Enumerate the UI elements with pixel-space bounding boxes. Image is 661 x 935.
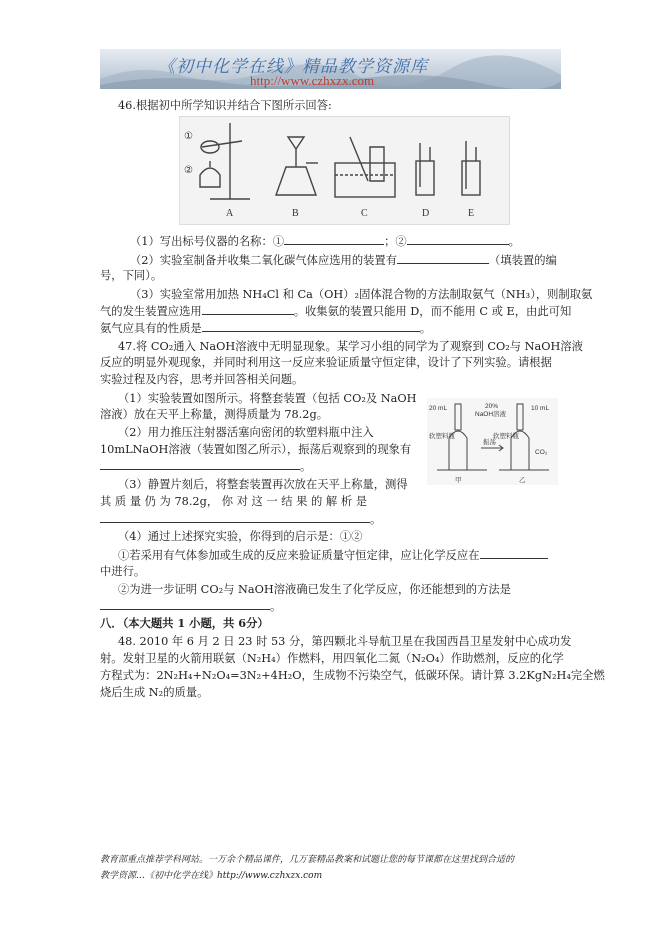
answer-blank-2[interactable] — [407, 233, 509, 245]
q47-l15: ②为进一步证明 CO₂与 NaOH溶液确已发生了化学反应，你还能想到的方法是 — [118, 583, 511, 596]
q47-l3: 实验过程及内容，思考并回答相关问题。 — [100, 373, 304, 386]
q47-l2: 反应的明显外观现象，并同时利用这一反应来验证质量守恒定律，设计了下列实验。请根据 — [100, 356, 552, 369]
q47-l10: 其 质 量 仍 为 78.2g， 你 对 这 一 结 果 的 解 析 是 — [100, 495, 368, 508]
answer-blank-1[interactable] — [284, 233, 384, 245]
label-b: B — [292, 208, 299, 219]
q47-l8: 。 — [100, 458, 311, 474]
naoh-label: NaOH溶液 — [475, 411, 507, 418]
q48-l4: 烧后生成 N₂的质量。 — [100, 686, 209, 699]
q47-l16: 。 — [100, 598, 281, 614]
answer-blank-7[interactable] — [100, 511, 370, 523]
experiment-figure — [427, 398, 558, 485]
bottle-right-label: 软塑料瓶 — [493, 433, 519, 440]
answer-blank-4[interactable] — [202, 303, 294, 315]
label-jia: 甲 — [455, 477, 462, 484]
q47-l4: （1）实验装置如图所示。将整套装置（包括 CO₂及 NaOH — [118, 392, 417, 405]
q47-l14: 中进行。 — [100, 565, 146, 578]
co2-label: CO₂ — [535, 449, 548, 456]
q47-l6: （2）用力推压注射器活塞向密闭的软塑料瓶中注入 — [118, 426, 374, 439]
header-banner — [100, 49, 561, 89]
label-1: ① — [184, 131, 193, 142]
shake-label: 振荡 — [483, 439, 496, 446]
banner-url[interactable]: http://www.czhxzx.com — [250, 73, 375, 88]
answer-blank-8[interactable] — [480, 547, 548, 559]
answer-blank-3[interactable] — [397, 252, 489, 264]
label-2: ② — [184, 165, 193, 176]
label-d: D — [422, 208, 430, 219]
label-c: C — [361, 208, 368, 219]
q46-p2: （2）实验室制备并收集二氧化碳气体应选用的装置有 （填装置的编 — [130, 254, 557, 267]
label-yi: 乙 — [519, 477, 526, 484]
label-a: A — [226, 208, 234, 219]
bottle-left-label: 软塑料瓶 — [429, 433, 455, 440]
q47-l13: ①若采用有气体参加或生成的反应来验证质量守恒定律，应让化学反应在 — [118, 547, 548, 563]
footer-line-2: 教学资源…《初中化学在线》http://www.czhxzx.com — [100, 871, 323, 881]
label-e: E — [468, 208, 475, 219]
q46-p3-line2: 气的发生装置应选用 。收集氨的装置只能用 D，而不能用 C 或 E，由此可知 — [100, 305, 572, 318]
apparatus-figure — [179, 116, 510, 225]
q46-p1: （1）写出标号仪器的名称：① ；② 。 — [130, 235, 520, 248]
answer-blank-5[interactable] — [202, 320, 420, 332]
footer-line-1: 教育部重点推荐学科网站。一万余个精品课件，几万套精品教案和试题让您的每节课都在这里找到合适的 — [100, 855, 515, 865]
answer-blank-6[interactable] — [100, 458, 300, 470]
q46-p3: （3）实验室常用加热 NH₄Cl 和 Ca（OH）₂固体混合物的方法制取氨气（NH₃），则制取氨 — [130, 288, 593, 301]
syringe-left-label: 20 mL — [429, 405, 448, 412]
q48-l2: 射。发射卫星的火箭用联氨（N₂H₄）作燃料，用四氧化二氮（N₂O₄）作助燃剂，反应的化学 — [100, 652, 564, 665]
q48-l1: 48. 2010 年 6 月 2 日 23 时 53 分，第四颗北斗导航卫星在我国西昌卫星发射中心成功发 — [118, 635, 572, 648]
naoh-percent-label: 20% — [485, 403, 499, 410]
q48-l3: 方程式为：2N₂H₄+N₂O₄=3N₂+4H₂O，生成物不污染空气，低碳环保。请计算 3.2KgN₂H₄完全燃 — [100, 669, 605, 682]
q46-stem: 46.根据初中所学知识并结合下图所示回答: — [118, 99, 332, 112]
answer-blank-9[interactable] — [100, 598, 270, 610]
q47-l9: （3）静置片刻后，将整套装置再次放在天平上称量，测得 — [118, 478, 408, 491]
q47-l7: 10mLNaOH溶液（装置如图乙所示），振荡后观察到的现象有 — [100, 443, 412, 456]
banner-title: 《初中化学在线》精品教学资源库 — [158, 57, 428, 77]
q47-l12: （4）通过上述探究实验，你得到的启示是：①② — [118, 530, 363, 543]
experiment-diagram — [427, 398, 558, 485]
q47-l11: 。 — [100, 511, 381, 527]
syringe-right-label: 10 mL — [531, 405, 550, 412]
q47-l5: 溶液）放在天平上称量，测得质量为 78.2g。 — [100, 408, 329, 421]
q46-p3-line3: 氨气应具有的性质是 。 — [100, 322, 431, 335]
apparatus-diagram — [180, 117, 509, 224]
section-8-heading: 八．（本大题共 1 小题，共 6分） — [100, 616, 269, 630]
q47-l1: 47.将 CO₂通入 NaOH溶液中无明显现象。某学习小组的同学为了观察到 CO₂与 NaOH溶液 — [118, 340, 583, 353]
q46-p2-cont: 号，下同）。 — [100, 269, 163, 282]
